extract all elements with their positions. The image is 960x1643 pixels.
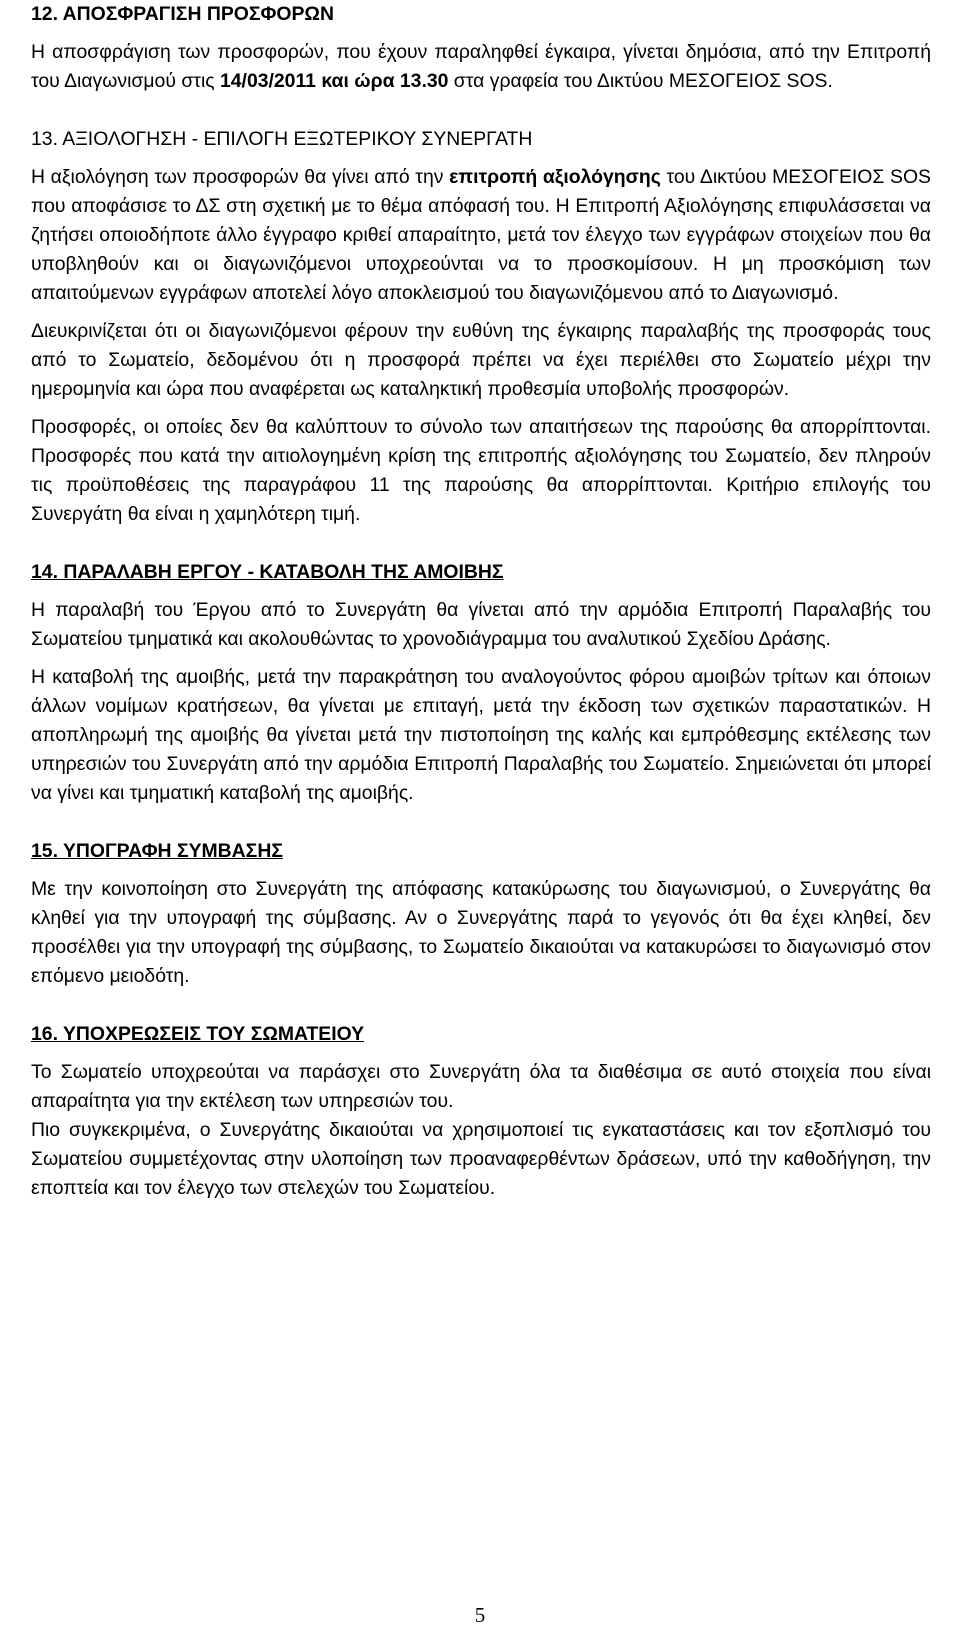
opening-date-time: 14/03/2011 και ώρα 13.30 bbox=[219, 70, 449, 92]
section-14-paragraph-1: Η παραλαβή του Έργου από το Συνεργάτη θα γίνεται από την αρμόδια Επιτροπή Παραλαβής του Σωματείου τμηματικά και ακολουθώντας το χρονοδιάγραμμα του αναλυτικού Σχεδίου Δράσης. bbox=[31, 599, 931, 650]
section-15-title: 15. ΥΠΟΓΡΑΦΗ ΣΥΜΒΑΣΗΣ bbox=[31, 840, 283, 862]
section-13-paragraph-3: Προσφορές, οι οποίες δεν θα καλύπτουν το σύνολο των απαιτήσεων της παρούσης θα απορρίπτονται. Προσφορές που κατά την αιτιολογημένη κρίση της επιτροπής αξιολόγησης του Σωματείο, δεν πληρούν τις προϋποθέσεις της παραγράφου 11 της παρούσης θα απορρίπτονται. Κριτήριο επιλογής του Συνεργάτη θα είναι η χαμηλότερη τιμή. bbox=[31, 416, 931, 525]
section-14-title: 14. ΠΑΡΑΛΑΒΗ ΕΡΓΟΥ - ΚΑΤΑΒΟΛΗ ΤΗΣ ΑΜΟΙΒΗΣ bbox=[31, 561, 504, 583]
section-16-heading bbox=[31, 1020, 931, 1049]
section-14-heading bbox=[31, 558, 931, 587]
section-16-title: 16. ΥΠΟΧΡΕΩΣΕΙΣ ΤΟΥ ΣΩΜΑΤΕΙΟΥ bbox=[31, 1023, 365, 1045]
section-12-heading bbox=[31, 0, 931, 29]
section-13-heading bbox=[31, 125, 931, 154]
evaluation-committee: επιτροπή αξιολόγησης bbox=[449, 166, 661, 188]
section-15-heading bbox=[31, 837, 931, 866]
section-13-text: Η αξιολόγηση των προσφορών θα γίνει από την bbox=[31, 166, 450, 188]
section-13-paragraph-1 bbox=[31, 163, 931, 308]
section-13-title: 13. ΑΞΙΟΛΟΓΗΣΗ - ΕΠΙΛΟΓΗ ΕΞΩΤΕΡΙΚΟΥ ΣΥΝΕΡΓΑΤΗ bbox=[31, 128, 533, 150]
page-number: 5 bbox=[474, 1603, 486, 1627]
section-16-paragraph-1: Το Σωματείο υποχρεούται να παράσχει στο Συνεργάτη όλα τα διαθέσιμα σε αυτό στοιχεία που είναι απαραίτητα για την εκτέλεση των υπηρεσιών του. bbox=[31, 1061, 931, 1112]
section-12-text-end: στα γραφεία του Δικτύου ΜΕΣΟΓΕΙΟΣ SOS. bbox=[448, 70, 833, 92]
section-14-paragraph-2: Η καταβολή της αμοιβής, μετά την παρακράτηση του αναλογούντος φόρου αμοιβών τρίτων και όποιων άλλων νομίμων κρατήσεων, θα γίνεται με επιταγή, μετά την έκδοση των σχετικών παραστατικών. Η αποπληρωμή της αμοιβής θα γίνεται μετά την πιστοποίηση της καλής και εμπρόθεσμης εκτέλεσης των υπηρεσιών του Συνεργάτη από την αρμόδια Επιτροπή Παραλαβής του Σωματείο. Σημειώνεται ότι μπορεί να γίνει και τμηματική καταβολή της αμοιβής. bbox=[31, 666, 931, 804]
section-12-text: Η αποσφράγιση των προσφορών, που έχουν παραληφθεί έγκαιρα, γίνεται δημόσια, από την Επιτροπή του Διαγωνισμού στις bbox=[31, 41, 931, 92]
section-13-paragraph-2: Διευκρινίζεται ότι οι διαγωνιζόμενοι φέρουν την ευθύνη της έγκαιρης παραλαβής της προσφοράς τους από το Σωματείο, δεδομένου ότι η προσφορά πρέπει να έχει περιέλθει στο Σωματείο μέχρι την ημερομηνία και ώρα που αναφέρεται ως καταληκτική προθεσμία υποβολής προσφορών. bbox=[31, 320, 931, 400]
section-12-paragraph bbox=[31, 38, 931, 96]
document-body bbox=[31, 0, 931, 1203]
section-16-paragraph-2: Πιο συγκεκριμένα, ο Συνεργάτης δικαιούται να χρησιμοποιεί τις εγκαταστάσεις και τον εξοπλισμό του Σωματείου συμμετέχοντας στην υλοποίηση των προαναφερθέντων δράσεων, υπό την καθοδήγηση, την εποπτεία και τον έλεγχο των στελεχών του Σωματείου. bbox=[31, 1119, 931, 1199]
section-12-title: 12. ΑΠΟΣΦΡΑΓΙΣΗ ΠΡΟΣΦΟΡΩΝ bbox=[31, 3, 334, 25]
section-13-text-end: του Δικτύου ΜΕΣΟΓΕΙΟΣ SOS που αποφάσισε το ΔΣ στη σχετική με το θέμα απόφασή του. Η Επιτροπή Αξιολόγησης επιφυλάσσεται να ζητήσει οποιοδήποτε άλλο έγγραφο κριθεί απαραίτητο, μετά τον έλεγχο των εγγράφων στοιχείων που θα υποβληθούν και οι διαγωνιζόμενοι υποχρεούνται να το προσκομίσουν. Η μη προσκόμιση των απαιτούμενων εγγράφων αποτελεί λόγο αποκλεισμού του διαγωνιζόμενου από το Διαγωνισμό. bbox=[31, 166, 931, 304]
section-15-paragraph-1: Με την κοινοποίηση στο Συνεργάτη της απόφασης κατακύρωσης του διαγωνισμού, ο Συνεργάτης θα κληθεί για την υπογραφή της σύμβασης. Αν ο Συνεργάτης παρά το γεγονός ότι θα έχει κληθεί, δεν προσέλθει για την υπογραφή της σύμβασης, το Σωματείο δικαιούται να κατακυρώσει το διαγωνισμό στον επόμενο μειοδότη. bbox=[31, 878, 931, 987]
